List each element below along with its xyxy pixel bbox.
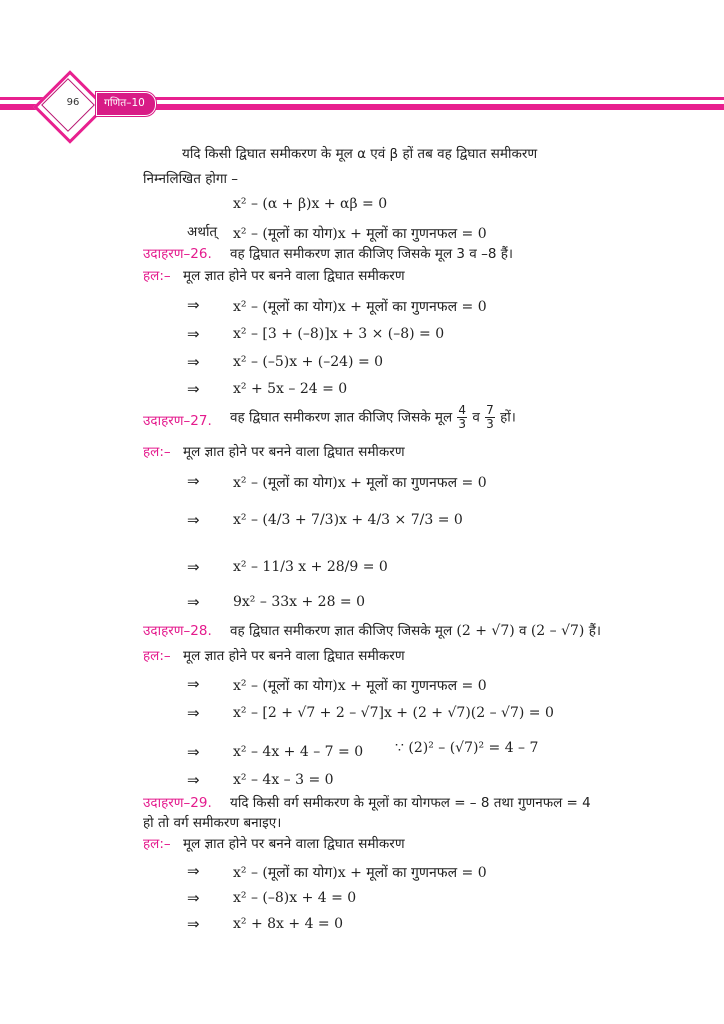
implies-icon: ⇒ [187, 675, 200, 693]
root-expression-1: (2 + √7) [456, 623, 515, 639]
example-27-label: उदाहरण–27. [143, 413, 212, 429]
implies-icon: ⇒ [187, 296, 200, 314]
implies-icon: ⇒ [187, 325, 200, 343]
example-28-note: ∵ (2)² – (√7)² = 4 – 7 [395, 740, 539, 756]
example-27-step-3: x² – 11/3 x + 28/9 = 0 [233, 559, 388, 575]
implies-icon: ⇒ [187, 353, 200, 371]
example-27-question [230, 404, 516, 431]
example-28-step-3: x² – 4x + 4 – 7 = 0 [233, 744, 364, 760]
example-29-question-line-2: हो तो वर्ग समीकरण बनाइए। [143, 815, 282, 831]
example-28-label: उदाहरण–28. [143, 623, 212, 639]
implies-icon: ⇒ [187, 915, 200, 933]
example-29-solution-label: हल:– [143, 836, 171, 852]
example-27-question-post: हों। [500, 409, 516, 426]
intro-equation-2: x² – (मूलों का योग)x + मूलों का गुणनफल = 0 [233, 226, 487, 242]
example-28-question [230, 623, 601, 640]
example-29-step-2: x² – (–8)x + 4 = 0 [233, 890, 357, 906]
example-28-question-mid: व [519, 623, 527, 639]
intro-line-1: यदि किसी द्विघात समीकरण के मूल α एवं β हों तब वह द्विघात समीकरण [182, 146, 538, 162]
example-26-step-4: x² + 5x – 24 = 0 [233, 381, 348, 397]
example-27-step-4: 9x² – 33x + 28 = 0 [233, 594, 366, 610]
example-28-solution-label: हल:– [143, 648, 171, 664]
example-29-label: उदाहरण–29. [143, 795, 212, 811]
example-28-question-pre: वह द्विघात समीकरण ज्ञात कीजिए जिसके मूल [230, 623, 453, 639]
example-26-question: वह द्विघात समीकरण ज्ञात कीजिए जिसके मूल 3 व –8 हैं। [230, 246, 514, 262]
intro-arthat: अर्थात् [187, 224, 218, 240]
page-number: 96 [66, 97, 80, 108]
example-28-solution-intro: मूल ज्ञात होने पर बनने वाला द्विघात समीकरण [183, 648, 405, 664]
example-27-question-pre: वह द्विघात समीकरण ज्ञात कीजिए जिसके मूल [230, 409, 453, 426]
example-27-step-1: x² – (मूलों का योग)x + मूलों का गुणनफल = 0 [233, 475, 487, 491]
example-27-solution-label: हल:– [143, 444, 171, 460]
implies-icon: ⇒ [187, 558, 200, 576]
example-26-step-3: x² – (–5)x + (–24) = 0 [233, 354, 384, 370]
implies-icon: ⇒ [187, 771, 200, 789]
example-28-question-post: हैं। [588, 623, 601, 639]
example-26-solution-label: हल:– [143, 268, 171, 284]
example-27-question-mid: व [472, 409, 480, 426]
example-26-solution-intro: मूल ज्ञात होने पर बनने वाला द्विघात समीकरण [183, 268, 405, 284]
example-28-step-1: x² – (मूलों का योग)x + मूलों का गुणनफल = 0 [233, 678, 487, 694]
implies-icon: ⇒ [187, 704, 200, 722]
intro-equation-1: x² – (α + β)x + αβ = 0 [233, 196, 388, 212]
example-27-solution-intro: मूल ज्ञात होने पर बनने वाला द्विघात समीकरण [183, 444, 405, 460]
example-29-question: यदि किसी वर्ग समीकरण के मूलों का योगफल = – 8 तथा गुणनफल = 4 [230, 795, 591, 811]
implies-icon: ⇒ [187, 380, 200, 398]
root-expression-2: (2 – √7) [530, 623, 585, 639]
book-title: गणित–10 [104, 97, 145, 109]
example-26-label: उदाहरण–26. [143, 246, 212, 262]
implies-icon: ⇒ [187, 889, 200, 907]
example-26-step-1: x² – (मूलों का योग)x + मूलों का गुणनफल = 0 [233, 299, 487, 315]
implies-icon: ⇒ [187, 472, 200, 490]
implies-icon: ⇒ [187, 593, 200, 611]
example-29-solution-intro: मूल ज्ञात होने पर बनने वाला द्विघात समीकरण [183, 836, 405, 852]
example-29-step-3: x² + 8x + 4 = 0 [233, 916, 344, 932]
intro-line-2: निम्नलिखित होगा – [143, 171, 239, 187]
example-27-step-2: x² – (4/3 + 7/3)x + 4/3 × 7/3 = 0 [233, 512, 463, 528]
fraction-4-3: $\frac{4}{3}$ [458, 403, 467, 432]
example-29-step-1: x² – (मूलों का योग)x + मूलों का गुणनफल = 0 [233, 865, 487, 881]
example-28-step-4: x² – 4x – 3 = 0 [233, 772, 334, 788]
implies-icon: ⇒ [187, 862, 200, 880]
implies-icon: ⇒ [187, 511, 200, 529]
example-26-step-2: x² – [3 + (–8)]x + 3 × (–8) = 0 [233, 326, 445, 342]
example-28-step-2: x² – [2 + √7 + 2 – √7]x + (2 + √7)(2 – √7) = 0 [233, 705, 554, 721]
fraction-7-3: $\frac{7}{3}$ [486, 403, 494, 432]
implies-icon: ⇒ [187, 743, 200, 761]
